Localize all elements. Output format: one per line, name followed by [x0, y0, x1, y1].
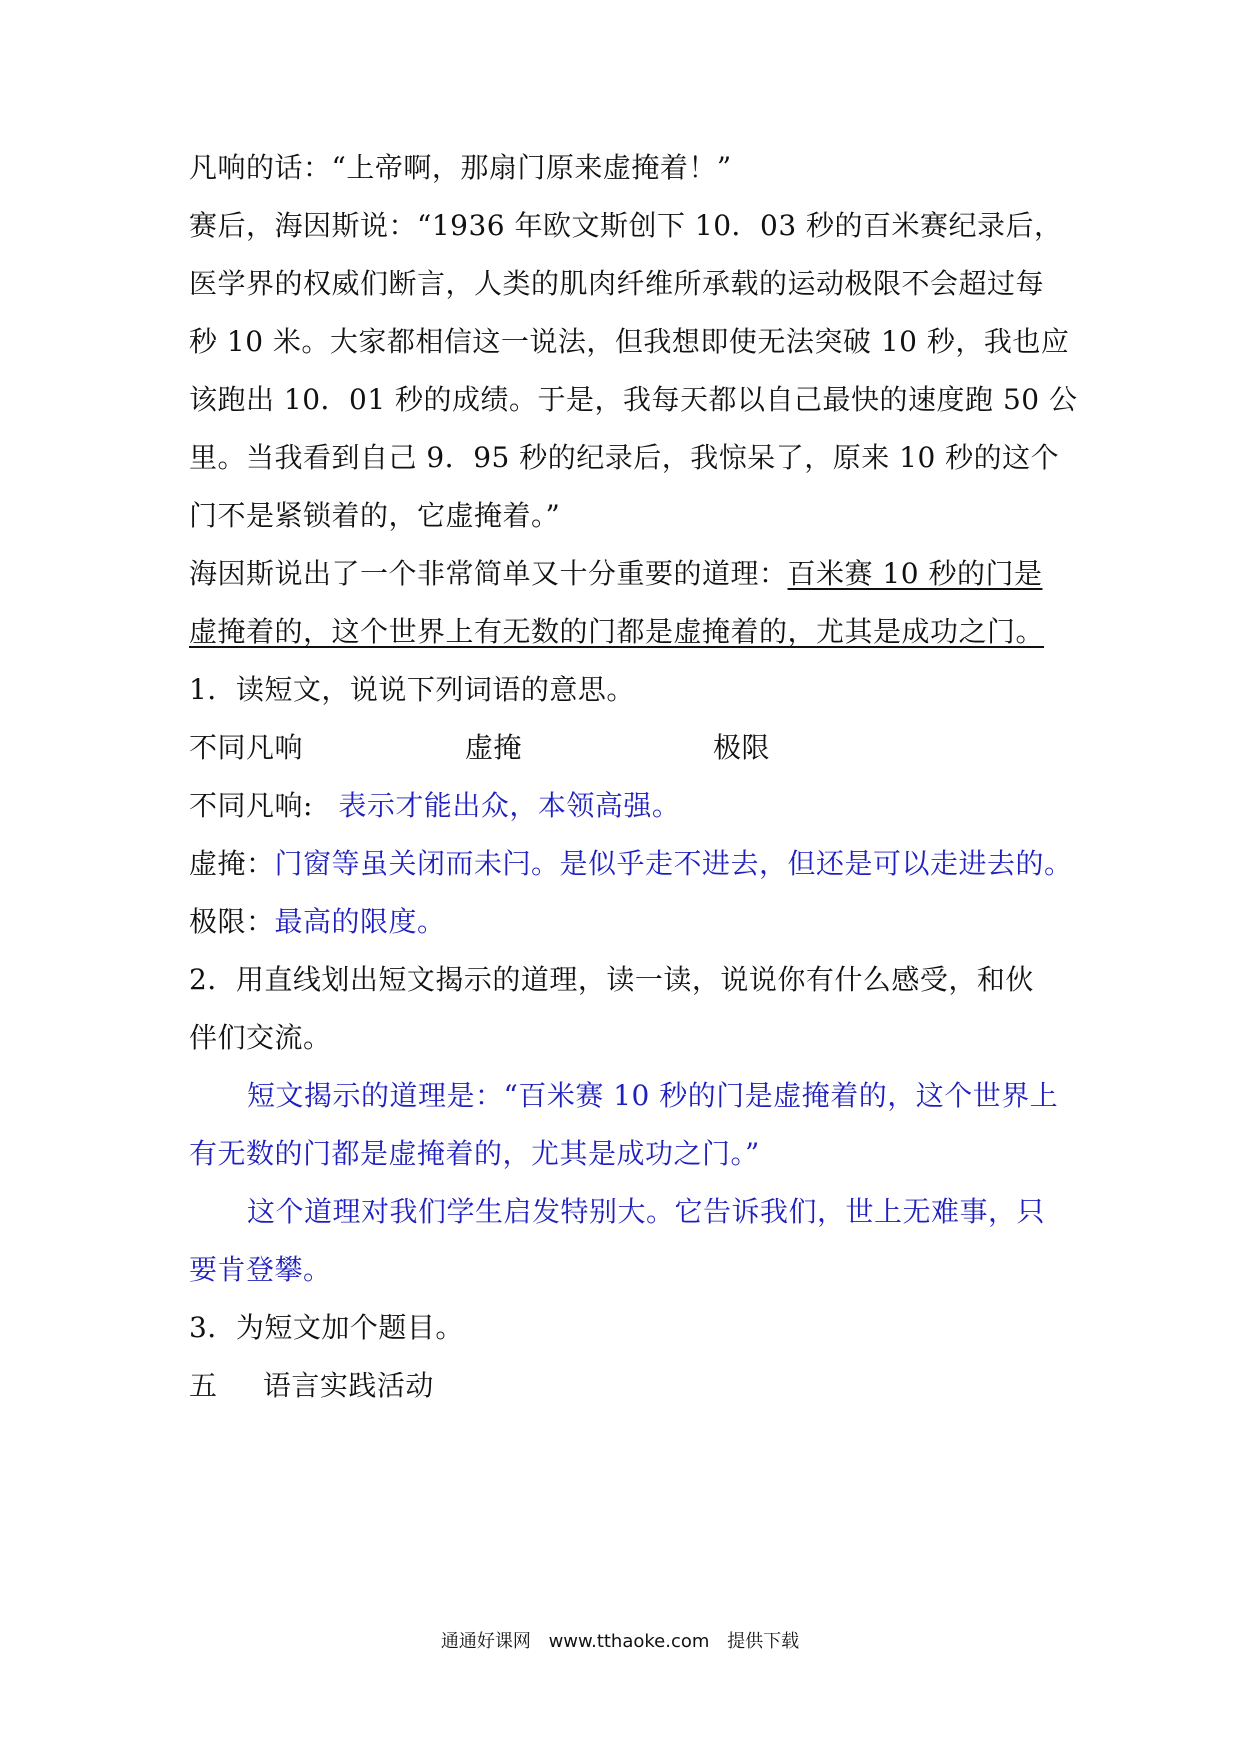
passage-line: 赛后，海因斯说：“1936 年欧文斯创下 10．03 秒的百米赛纪录后，	[189, 209, 1063, 242]
passage-moral-line	[189, 612, 1059, 652]
vocab-word: 不同凡响	[189, 731, 304, 764]
underlined-moral: 百米赛 10 秒的门是	[787, 557, 1043, 590]
section-title: 语言实践活动	[262, 1369, 434, 1402]
vocab-answer	[189, 844, 1073, 884]
footer-note: 提供下载	[727, 1631, 800, 1652]
passage-line: 门不是紧锁着的，它虚掩着。”	[189, 499, 561, 532]
underlined-moral: 虚掩着的，这个世界上有无数的门都是虚掩着的，尤其是成功之门。	[189, 615, 1045, 648]
passage-line: 秒 10 米。大家都相信这一说法，但我想即使无法突破 10 秒，我也应	[189, 325, 1070, 358]
vocab-answer	[189, 786, 1059, 826]
question-2-answer: 有无数的门都是虚掩着的，尤其是成功之门。”	[189, 1137, 760, 1170]
vocab-meaning: 表示才能出众，本领高强。	[338, 789, 681, 822]
moral-intro: 海因斯说出了一个非常简单又十分重要的道理：	[189, 557, 788, 590]
vocab-word: 极限	[713, 731, 771, 764]
vocab-term: 极限：	[189, 905, 275, 938]
page-footer	[0, 1627, 1240, 1653]
question-2-prompt: 伴们交流。	[189, 1021, 332, 1054]
passage-line: 该跑出 10．01 秒的成绩。于是，我每天都以自己最快的速度跑 50 公	[189, 383, 1078, 416]
question-2-answer: 这个道理对我们学生启发特别大。它告诉我们，世上无难事，只	[247, 1195, 1046, 1228]
section-heading	[189, 1366, 1059, 1406]
question-1-prompt: 1．读短文，说说下列词语的意思。	[189, 673, 635, 706]
passage-line: 里。当我看到自己 9．95 秒的纪录后，我惊呆了，原来 10 秒的这个	[189, 441, 1060, 474]
vocab-word: 虚掩	[465, 731, 523, 764]
footer-site-name: 通通好课网	[440, 1631, 531, 1652]
vocab-term: 虚掩：	[189, 847, 275, 880]
passage-line: 凡响的话：“上帝啊，那扇门原来虚掩着！”	[189, 151, 732, 184]
section-number: 五	[189, 1369, 218, 1402]
question-2-answer: 短文揭示的道理是：“百米赛 10 秒的门是虚掩着的，这个世界上	[247, 1079, 1059, 1112]
question-2-prompt: 2．用直线划出短文揭示的道理，读一读，说说你有什么感受，和伙	[189, 963, 1034, 996]
passage-line: 医学界的权威们断言，人类的肌肉纤维所承载的运动极限不会超过每	[189, 267, 1045, 300]
vocab-meaning: 门窗等虽关闭而未闩。是似乎走不进去，但还是可以走进去的。	[274, 847, 1073, 880]
vocab-answer	[189, 902, 1059, 942]
question-2-answer: 要肯登攀。	[189, 1253, 332, 1286]
footer-url: www.tthaoke.com	[548, 1631, 710, 1652]
question-3-prompt: 3．为短文加个题目。	[189, 1311, 464, 1344]
passage-moral-line	[189, 554, 1059, 594]
vocab-term: 不同凡响:	[189, 789, 313, 822]
vocab-meaning: 最高的限度。	[274, 905, 446, 938]
